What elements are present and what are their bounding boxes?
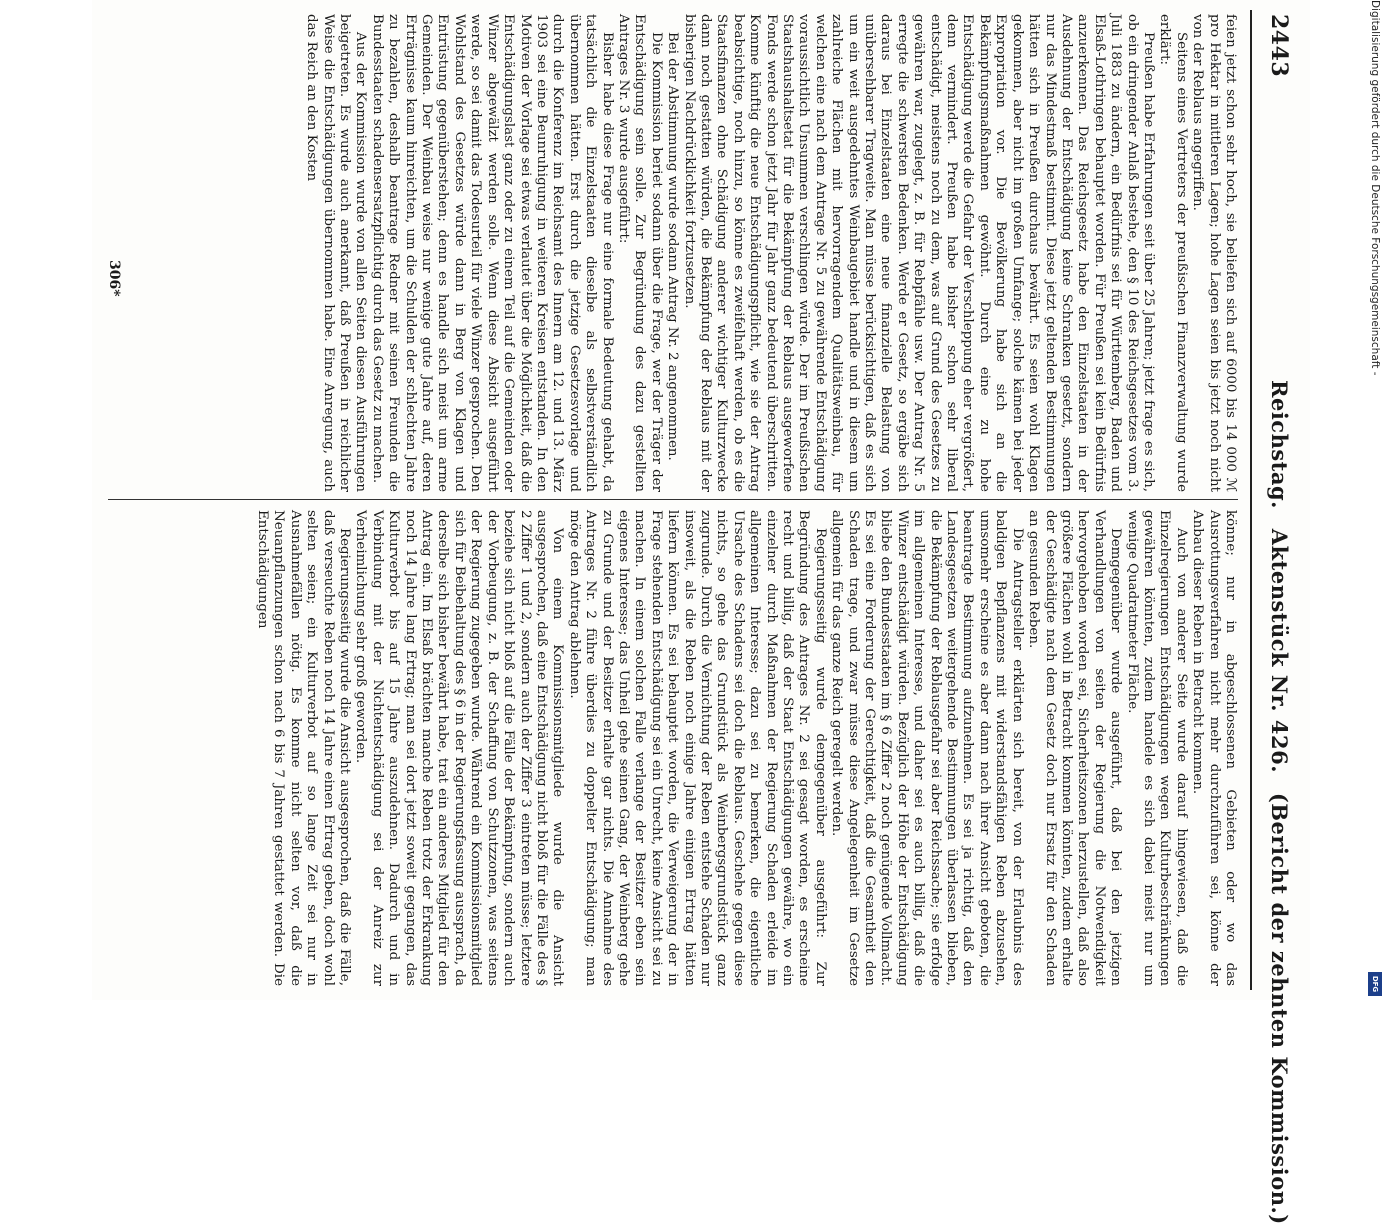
paragraph: Regierungsseitig wurde die Ansicht ausgesprochen, daß die Fälle, daß verseuchte Reben noch 14 Jahre einen Ertrag geben, doch wohl selten seien; ein Kulturverbot auf so lange Zeit sei nur in Ausnahmefällen nötig. Es komme nicht selten vor, daß die Neuanpflanzungen schon nach 6 bis 7 Jahren gestattet werden. Die Entschädigungen [255, 510, 353, 986]
column-divider [108, 499, 1238, 500]
running-title [1267, 380, 1292, 1225]
page-number: 2443 [1266, 14, 1292, 78]
paragraph: Demgegenüber wurde ausgeführt, daß bei den jetzigen Verhandlungen von seiten der Regierung die Notwendigkeit hervorgehoben worden sei, Sicherheitszonen herzustellen, daß also größere Flächen wohl in Betracht kommen könnten, zudem erhalte der Geschädigte nach dem Gesetz doch nur Ersatz für den Schaden an gesunden Reben. [1026, 510, 1124, 986]
paragraph: Seitens eines Vertreters der preußischen Finanzverwaltung wurde erklärt: [1157, 14, 1189, 492]
running-title-left: Reichstag. [1267, 380, 1292, 509]
digitization-credit-text: Digitalisierung gefördert durch die Deutsche Forschungsgemeinschaft - [1369, 0, 1381, 376]
page-header [1244, 10, 1300, 1225]
paragraph: könne; nur in abgeschlossenen Gebieten oder wo das Ausrottungsverfahren nicht mehr durchzuführen sei, könne der Anbau dieser Reben in Betracht kommen. [1190, 510, 1238, 986]
paragraph: Aus der Kommission wurde von allen Seiten diesen Ausführungen beigetreten. Es wurde auch anerkannt, daß Preußen in reichlicher Weise die Entschädigungen übernommen habe. Eine Anregung, auch das Reich an den Kosten [304, 14, 369, 492]
paragraph: Von einem Kommissionsmitgliede wurde die Ansicht ausgesprochen, daß eine Entschädigung nicht bloß für die Fälle des § 2 Ziffer 1 und 2, sondern auch der Ziffer 3 eintreten müsse; letztere beziehe sich nicht bloß auf die Fälle der Bekämpfung, sondern auch der Vorbeugung, z. B. der Schaffung von Schutzzonen, was seitens der Regierung zugegeben wurde. Während ein Kommissionsmitglied sich für Beibehaltung des § 6 in der Regierungsfassung aussprach, da derselbe sich bisher bewährt habe, trat ein anderes Mitglied für den Antrag ein. Im Elsaß brächten manche Reben trotz der Erkrankung noch 14 Jahre lang Ertrag; man sei dort jetzt soweit gegangen, das Kulturverbot bis auf 15 Jahre auszudehnen. Dadurch und in Verbindung mit der Nichtentschädigung sei der Anreiz zur Verheimlichung sehr groß geworden. [353, 510, 566, 986]
printer-signature: 306* [106, 260, 122, 297]
paragraph: Preußen habe Erfahrungen seit über 25 Jahren; jetzt frage es sich, ob ein dringender Anlaß bestehe, den § 10 des Reichsgesetzes vom 3. Juli 1883 zu ändern, ein Bedürfnis sei für Württemberg, Baden und Elsaß-Lothringen behauptet worden. Für Preußen sei kein Bedürfnis anzuerkennen. Das Reichsgesetz habe den Einzelstaaten in der Ausdehnung der Entschädigung keine Schranken gesetzt, sondern nur das Mindestmaß bestimmt. Diese jetzt geltenden Bestimmungen hätten sich in Preußen durchaus bewährt. Es seien wohl Klagen gekommen, aber nicht im großen Umfange; solche kämen bei jeder Expropriation vor. Die Bevölkerung habe sich an die Bekämpfungsmaßnahmen gewöhnt. Durch eine zu hohe Entschädigung werde die Gefahr der Verschleppung eher vergrößert, denn vermindert. Preußen habe bisher schon sehr liberal entschädigt, meistens noch zu dem, was auf Grund des Gesetzes zu gewähren war, zugelegt, z. B. für Rebpfähle usw. Der Antrag Nr. 5 erregte die schwersten Bedenken. Werde er Gesetz, so ergäbe sich daraus bei Einzelstaaten eine neue finanzielle Belastung von unübersehbarer Tragweite. Man müsse berücksichtigen, daß es sich um ein weit ausgedehntes Weinbaugebiet handle und in diesem um zahlreiche Flächen mit hervorragendem Qualitätsweinbau, für welchen eine nach dem Antrage Nr. 5 zu gewährende Entschädigung voraussichtlich Unsummen verschlingen würde. Der im Preußischen Staatshaushaltsetat für die Bekämpfung der Reblaus ausgeworfene Fonds werde schon jetzt Jahr für Jahr ganz bedeutend überschritten. Komme künftig die neue Entschädigungspflicht, wie sie der Antrag beabsichtige, noch hinzu, so könne es zweifelhaft werden, ob es die Staatsfinanzen ohne Schädigung anderer wichtiger Kulturzwecke dann noch gestatten würden, die Bekämpfung der Reblaus mit der bisherigen Nachdrücklichkeit fortzusetzen. [681, 14, 1156, 492]
text-column-left [98, 14, 1238, 492]
digitization-credit-strip [1367, 0, 1383, 1000]
dfg-logo-text: DFG [1371, 975, 1379, 993]
paragraph: Regierungsseitig wurde demgegenüber ausgeführt: Zur Begründung des Antrages Nr. 2 sei gesagt worden, es erscheine recht und billig, daß der Staat Entschädigungen gewähre, wo ein einzelner durch Maßnahmen der Regierung Schaden erleide im allgemeinen Interesse; dazu sei zu bemerken, die eigentliche Ursache des Schadens sei doch die Reblaus. Geschehe gegen diese nichts, so gehe das Grundstück als Weinbergsgrundstück ganz zugrunde. Durch die Vernichtung der Reben entstehe Schaden nur insoweit, als die Reben noch einige Jahre einigen Ertrag hätten liefern können. Es sei behauptet worden, die Verweigerung der in Frage stehenden Entschädigung sei ein Unrecht, keine Ansicht sei zu machen. In einem solchen Falle verlange der Besitzer eben sein eigenes Interesse; das Unheil gehe seinen Gang, der Weinberg gehe zu Grunde und der Besitzer erhalte gar nichts. Die Annahme des Antrages Nr. 2 führe überdies zu doppelter Entschädigung; man möge den Antrag ablehnen. [566, 510, 828, 986]
header-rule [1250, 10, 1252, 990]
dfg-logo-icon [1368, 972, 1382, 996]
paragraph: Die Antragsteller erklärten sich bereit, von der Erlaubnis des baldigen Bepflanzens mit widerstandsfähigen Reben abzusehen, umsomehr erscheine es aber dann nach ihrer Ansicht geboten, die beantragte Bestimmung aufzunehmen. Es sei ja richtig, daß den Landesgesetzen weitergehende Bestimmungen überlassen blieben, die Bekämpfung der Reblausgefahr sei aber Reichssache; sie erfolge im allgemeinen Interesse, und daher sei es auch billig, daß die Winzer entschädigt würden. Bezüglich der Höhe der Entschädigung bliebe den Bundesstaaten im § 6 Ziffer 2 noch genügende Vollmacht. Es sei eine Forderung der Gerechtigkeit, daß die Gesamtheit den Schaden trage, und zwar müsse diese Angelegenheit im Gesetze allgemein für das ganze Reich geregelt werden. [829, 510, 1025, 986]
paragraph: Bisher habe diese Frage nur eine formale Bedeutung gehabt, da tatsächlich die Einzelstaaten dieselbe als selbstverständlich übernommen hätten. Erst durch die jetzige Gesetzesvorlage und durch die Konferenz im Reichsamt des Innern am 12. und 13. März 1903 sei eine Beunruhigung in weiteren Kreisen entstanden. In den Motiven der Vorlage sei etwas verlautet über die Möglichkeit, daß die Entschädigungslast ganz oder zu einem Teil auf die Gemeinden oder Winzer abgewälzt werden solle. Wenn diese Absicht ausgeführt werde, so sei damit das Todesurteil für viele Winzer gesprochen. Den Wohlstand des Gesetzes würde dann in Berg von Klagen und Entrüstung gegenüberstehen; denn es handle sich meist um arme Gemeinden. Der Weinbau weise nur wenige gute Jahre auf, deren Erträgnisse kaum hinreichten, um die Schulden der schlechten Jahre zu bezahlen, deshalb beantrage Redner mit seinen Freunden die Bundesstaaten schadensersatzpflichtig durch das Gesetz zu machen. [369, 14, 615, 492]
rotated-document-page [92, 0, 1310, 1225]
paragraph: Auch von anderer Seite wurde darauf hingewiesen, daß die Einzelregierungen Entschädigungen wegen Kulturbeschränkungen gewähren könnten, zudem handele es sich dabei meist nur um wenige Quadratmeter Fläche. [1124, 510, 1189, 986]
running-title-commission: (Bericht der zehnten Kommission.) [1267, 792, 1292, 1225]
paragraph: Die Kommission beriet sodann über die Frage, wer der Träger der Entschädigung sein solle. Zur Begründung des dazu gestellten Antrages Nr. 3 wurde ausgeführt: [615, 14, 664, 492]
paragraph: feien jetzt schon sehr hoch, sie beliefen sich auf 6000 bis 14 000 ℳ pro Hektar in mittleren Lagen; hohe Lagen seien bis jetzt noch nicht von der Reblaus angegriffen. [1190, 14, 1238, 492]
paragraph: Bei der Abstimmung wurde sodann Antrag Nr. 2 angenommen. [665, 32, 681, 461]
running-title-document-number: Aktenstück Nr. 426. [1267, 528, 1292, 774]
text-column-right [98, 510, 1238, 986]
